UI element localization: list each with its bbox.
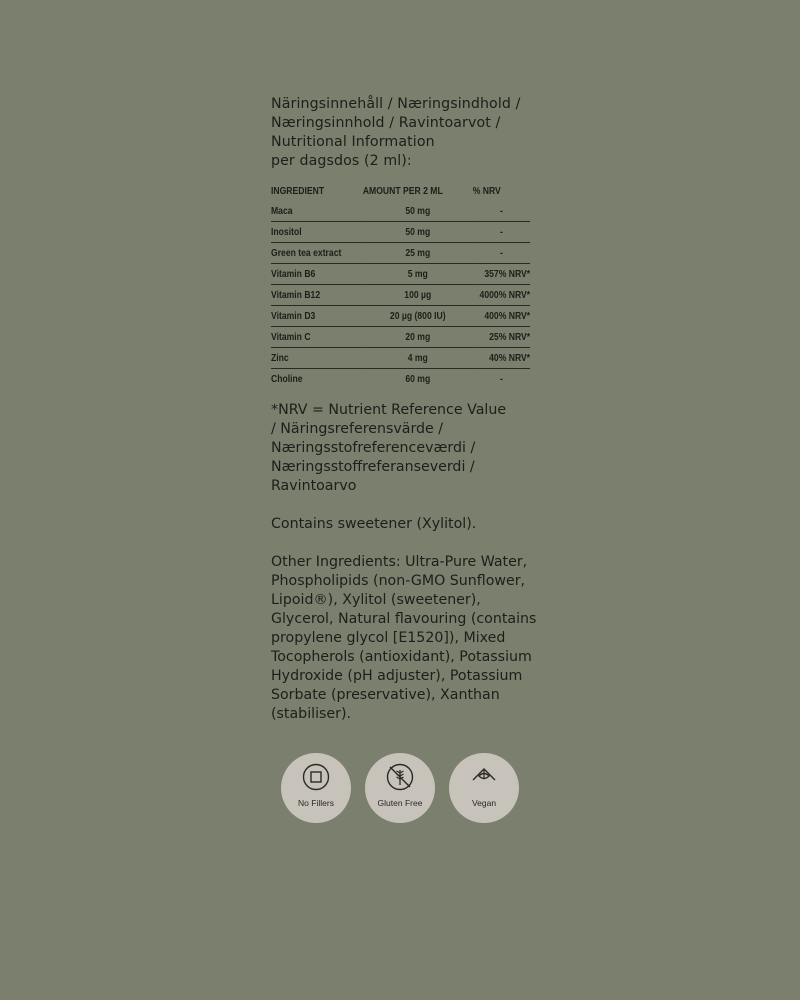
nrv-cell: 40% NRV*	[473, 348, 530, 369]
table-row	[271, 264, 530, 285]
badge-gluten-free	[365, 753, 435, 823]
ingredient-cell: Vitamin B12	[271, 285, 363, 306]
ingredient-cell: Vitamin D3	[271, 306, 363, 327]
table-row	[271, 222, 530, 243]
ingredient-cell: Vitamin B6	[271, 264, 363, 285]
feature-badges	[281, 753, 519, 823]
amount-cell: 20 µg (800 IU)	[363, 306, 473, 327]
nrv-cell: -	[473, 243, 530, 264]
amount-cell: 20 mg	[363, 327, 473, 348]
nutrition-table	[271, 180, 530, 389]
other-ingredients-line: (stabiliser).	[271, 706, 352, 722]
nrv-cell: -	[473, 369, 530, 390]
nrv-cell: 400% NRV*	[473, 306, 530, 327]
nrv-cell: 25% NRV*	[473, 327, 530, 348]
nrv-note-line: *NRV = Nutrient Reference Value	[271, 402, 507, 418]
table-row	[271, 327, 530, 348]
nrv-note-line: Ravintoarvo	[271, 478, 357, 494]
nrv-note-line: Næringsstofreferenceværdi /	[271, 440, 476, 456]
leaf-icon	[470, 763, 498, 791]
table-row	[271, 201, 530, 222]
amount-cell: 50 mg	[405, 205, 431, 217]
ingredient-cell: Maca	[271, 205, 293, 217]
ingredient-cell: Inositol	[271, 222, 363, 243]
amount-cell: 60 mg	[363, 369, 473, 390]
other-ingredients-line: Sorbate (preservative), Xanthan	[271, 687, 500, 703]
amount-cell: 25 mg	[363, 243, 473, 264]
nrv-cell: 4000% NRV*	[473, 285, 530, 306]
table-row	[271, 306, 530, 327]
header-line: Nutritional Information	[271, 134, 435, 150]
other-ingredients-line: propylene glycol [E1520]), Mixed	[271, 630, 506, 646]
other-ingredients-line: Glycerol, Natural flavouring (contains	[271, 611, 537, 627]
nrv-note-line: Næringsstoffreferanseverdi /	[271, 459, 475, 475]
other-ingredients	[271, 553, 561, 724]
other-ingredients-line: Other Ingredients: Ultra-Pure Water,	[271, 554, 528, 570]
column-header-nrv: % NRV	[472, 184, 501, 197]
nutrition-header	[271, 95, 561, 171]
nrv-cell: -	[473, 222, 530, 243]
table-row	[271, 369, 530, 390]
label-notes	[271, 401, 561, 724]
header-line: Näringsinnehåll / Næringsindhold /	[271, 96, 521, 112]
ingredient-cell: Vitamin C	[271, 327, 363, 348]
nrv-cell: -	[499, 205, 503, 217]
column-header-ingredient: INGREDIENT	[271, 184, 325, 197]
other-ingredients-line: Lipoid®), Xylitol (sweetener),	[271, 592, 481, 608]
ingredient-cell: Green tea extract	[271, 243, 363, 264]
table-header-row	[271, 180, 530, 201]
other-ingredients-line: Phospholipids (non-GMO Sunflower,	[271, 573, 526, 589]
column-header-amount: AMOUNT PER 2 ML	[362, 184, 443, 197]
nrv-note-line: / Näringsreferensvärde /	[271, 421, 444, 437]
other-ingredients-line: Tocopherols (antioxidant), Potassium	[271, 649, 532, 665]
ingredient-cell: Zinc	[271, 348, 363, 369]
ingredient-cell: Choline	[271, 369, 363, 390]
badge-label: Vegan	[471, 798, 497, 808]
sweetener-note: Contains sweetener (Xylitol).	[271, 516, 477, 532]
other-ingredients-line: Hydroxide (pH adjuster), Potassium	[271, 668, 523, 684]
label-content	[271, 95, 561, 724]
table-row	[271, 348, 530, 369]
amount-cell: 50 mg	[363, 222, 473, 243]
badge-no-fillers	[281, 753, 351, 823]
amount-cell: 100 µg	[363, 285, 473, 306]
badge-label: No Fillers	[298, 798, 334, 808]
table-row	[271, 243, 530, 264]
header-line: per dagsdos (2 ml):	[271, 153, 412, 169]
square-in-circle-icon	[302, 763, 330, 791]
crossed-grain-icon	[386, 763, 414, 791]
nrv-cell: 357% NRV*	[473, 264, 530, 285]
badge-label: Gluten Free	[377, 798, 423, 808]
amount-cell: 4 mg	[363, 348, 473, 369]
table-row	[271, 285, 530, 306]
badge-vegan	[449, 753, 519, 823]
header-line: Næringsinnhold / Ravintoarvot /	[271, 115, 501, 131]
amount-cell: 5 mg	[363, 264, 473, 285]
